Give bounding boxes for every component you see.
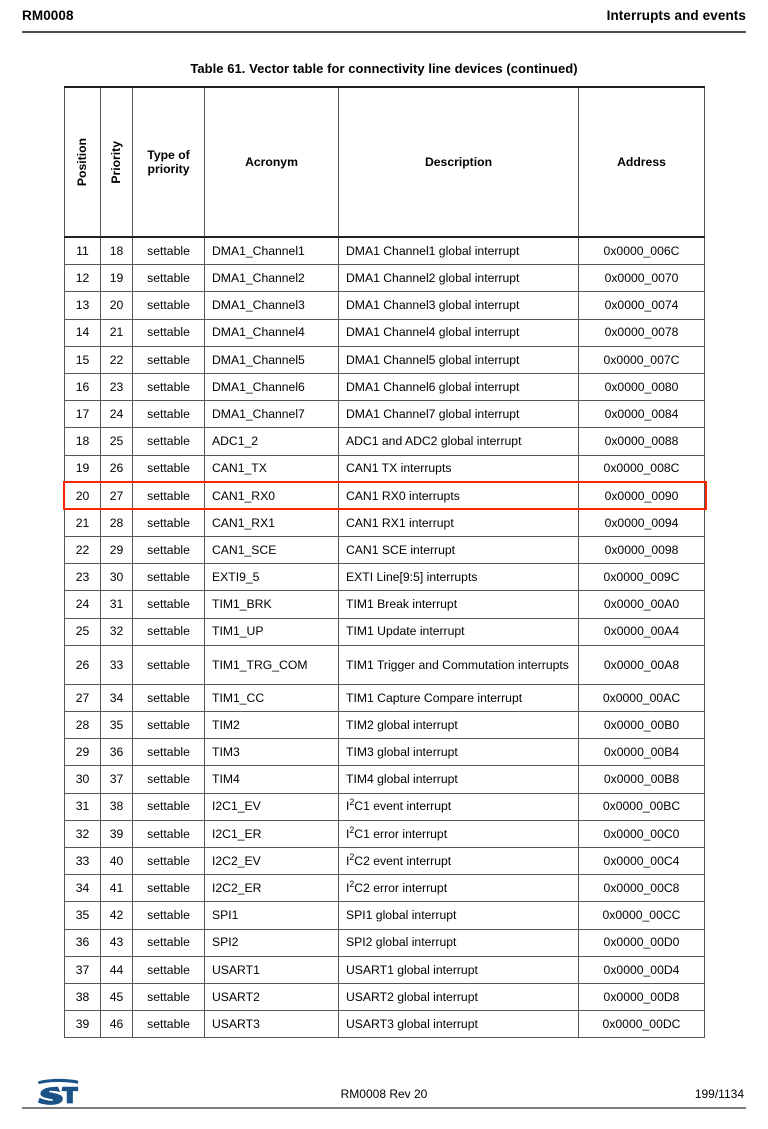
table-row	[65, 319, 705, 346]
cell-acronym: EXTI9_5	[205, 564, 339, 591]
cell-acronym: TIM3	[205, 739, 339, 766]
cell-acronym: DMA1_Channel7	[205, 401, 339, 428]
table-row	[65, 956, 705, 983]
cell-position: 26	[65, 645, 101, 684]
page-footer	[22, 1078, 746, 1106]
cell-address: 0x0000_00A4	[579, 618, 705, 645]
cell-address: 0x0000_0084	[579, 401, 705, 428]
cell-priority: 40	[101, 847, 133, 874]
cell-priority: 44	[101, 956, 133, 983]
cell-description: SPI1 global interrupt	[339, 902, 579, 929]
cell-position: 24	[65, 591, 101, 618]
cell-description: DMA1 Channel2 global interrupt	[339, 265, 579, 292]
cell-description: TIM1 Update interrupt	[339, 618, 579, 645]
cell-acronym: I2C1_EV	[205, 793, 339, 820]
cell-address: 0x0000_00B0	[579, 712, 705, 739]
cell-description: $I^2C1$ event interrupt	[339, 793, 579, 820]
cell-address: 0x0000_00B8	[579, 766, 705, 793]
cell-acronym: I2C2_EV	[205, 847, 339, 874]
cell-type: settable	[133, 712, 205, 739]
cell-description: EXTI Line[9:5] interrupts	[339, 564, 579, 591]
table-row	[65, 983, 705, 1010]
cell-position: 25	[65, 618, 101, 645]
section-title: Interrupts and events	[606, 8, 746, 23]
cell-type: settable	[133, 428, 205, 455]
cell-position: 29	[65, 739, 101, 766]
table-row	[65, 591, 705, 618]
cell-position: 32	[65, 820, 101, 847]
cell-position: 23	[65, 564, 101, 591]
cell-description: USART1 global interrupt	[339, 956, 579, 983]
cell-priority: 43	[101, 929, 133, 956]
table-row	[65, 712, 705, 739]
column-header-address-label: Address	[617, 155, 666, 169]
cell-position: 22	[65, 537, 101, 564]
cell-priority: 23	[101, 373, 133, 400]
cell-priority: 41	[101, 875, 133, 902]
cell-acronym: CAN1_TX	[205, 455, 339, 482]
cell-description: $I^2C2$ error interrupt	[339, 875, 579, 902]
cell-position: 35	[65, 902, 101, 929]
cell-acronym: DMA1_Channel3	[205, 292, 339, 319]
cell-acronym: ADC1_2	[205, 428, 339, 455]
cell-type: settable	[133, 319, 205, 346]
cell-position: 18	[65, 428, 101, 455]
table-row	[65, 509, 705, 536]
cell-description: DMA1 Channel7 global interrupt	[339, 401, 579, 428]
cell-address: 0x0000_00D4	[579, 956, 705, 983]
cell-type: settable	[133, 373, 205, 400]
cell-address: 0x0000_006C	[579, 237, 705, 265]
cell-acronym: DMA1_Channel6	[205, 373, 339, 400]
cell-acronym: TIM1_UP	[205, 618, 339, 645]
cell-address: 0x0000_0080	[579, 373, 705, 400]
cell-priority: 37	[101, 766, 133, 793]
column-header-description-label: Description	[424, 155, 493, 169]
footer-page-number: 199/1134	[694, 1087, 744, 1101]
cell-acronym: I2C2_ER	[205, 875, 339, 902]
header-divider	[22, 31, 746, 33]
vector-table	[64, 86, 705, 1038]
cell-address: 0x0000_00DC	[579, 1011, 705, 1038]
cell-acronym: TIM1_CC	[205, 684, 339, 711]
cell-position: 15	[65, 346, 101, 373]
cell-type: settable	[133, 564, 205, 591]
cell-type: settable	[133, 292, 205, 319]
cell-description: TIM2 global interrupt	[339, 712, 579, 739]
cell-position: 21	[65, 509, 101, 536]
cell-priority: 29	[101, 537, 133, 564]
cell-acronym: I2C1_ER	[205, 820, 339, 847]
cell-acronym: SPI1	[205, 902, 339, 929]
table-row	[65, 373, 705, 400]
cell-acronym: TIM4	[205, 766, 339, 793]
cell-address: 0x0000_0098	[579, 537, 705, 564]
cell-type: settable	[133, 618, 205, 645]
cell-acronym: CAN1_RX0	[205, 482, 339, 509]
table-row	[65, 793, 705, 820]
cell-position: 19	[65, 455, 101, 482]
column-header-position	[65, 87, 101, 237]
cell-address: 0x0000_00C0	[579, 820, 705, 847]
cell-acronym: DMA1_Channel1	[205, 237, 339, 265]
cell-priority: 32	[101, 618, 133, 645]
cell-address: 0x0000_00B4	[579, 739, 705, 766]
cell-priority: 38	[101, 793, 133, 820]
cell-type: settable	[133, 875, 205, 902]
cell-priority: 18	[101, 237, 133, 265]
cell-type: settable	[133, 793, 205, 820]
cell-address: 0x0000_0070	[579, 265, 705, 292]
table-row	[65, 875, 705, 902]
cell-description: CAN1 RX1 interrupt	[339, 509, 579, 536]
cell-priority: 22	[101, 346, 133, 373]
document-id: RM0008	[22, 8, 74, 23]
cell-position: 12	[65, 265, 101, 292]
cell-address: 0x0000_00C4	[579, 847, 705, 874]
cell-type: settable	[133, 455, 205, 482]
table-row	[65, 265, 705, 292]
cell-type: settable	[133, 591, 205, 618]
column-header-description	[339, 87, 579, 237]
footer-document-revision: RM0008 Rev 20	[340, 1087, 428, 1101]
cell-position: 31	[65, 793, 101, 820]
footer-divider	[22, 1107, 746, 1109]
cell-position: 30	[65, 766, 101, 793]
table-row	[65, 847, 705, 874]
cell-description: TIM1 Trigger and Commutation interrupts	[339, 645, 579, 684]
cell-description: TIM4 global interrupt	[339, 766, 579, 793]
cell-type: settable	[133, 902, 205, 929]
table-row	[65, 618, 705, 645]
cell-description: USART3 global interrupt	[339, 1011, 579, 1038]
column-header-priority-label: Priority	[109, 140, 124, 184]
column-header-priority	[101, 87, 133, 237]
cell-description: DMA1 Channel1 global interrupt	[339, 237, 579, 265]
cell-priority: 28	[101, 509, 133, 536]
cell-priority: 39	[101, 820, 133, 847]
column-header-acronym-label: Acronym	[245, 155, 298, 169]
cell-type: settable	[133, 509, 205, 536]
cell-position: 27	[65, 684, 101, 711]
cell-address: 0x0000_007C	[579, 346, 705, 373]
cell-address: 0x0000_0088	[579, 428, 705, 455]
table-row	[65, 292, 705, 319]
cell-position: 13	[65, 292, 101, 319]
cell-priority: 20	[101, 292, 133, 319]
cell-priority: 45	[101, 983, 133, 1010]
column-header-position-label: Position	[75, 137, 90, 187]
cell-description: DMA1 Channel5 global interrupt	[339, 346, 579, 373]
table-row	[65, 739, 705, 766]
cell-type: settable	[133, 847, 205, 874]
column-header-type-of-priority	[133, 87, 205, 237]
cell-acronym: DMA1_Channel5	[205, 346, 339, 373]
cell-position: 33	[65, 847, 101, 874]
cell-priority: 46	[101, 1011, 133, 1038]
cell-acronym: CAN1_SCE	[205, 537, 339, 564]
table-row	[65, 537, 705, 564]
cell-type: settable	[133, 983, 205, 1010]
cell-address: 0x0000_00A8	[579, 645, 705, 684]
cell-acronym: USART1	[205, 956, 339, 983]
cell-position: 37	[65, 956, 101, 983]
cell-description: USART2 global interrupt	[339, 983, 579, 1010]
cell-address: 0x0000_009C	[579, 564, 705, 591]
cell-type: settable	[133, 265, 205, 292]
cell-position: 39	[65, 1011, 101, 1038]
cell-address: 0x0000_0094	[579, 509, 705, 536]
cell-description: DMA1 Channel3 global interrupt	[339, 292, 579, 319]
table-row	[65, 455, 705, 482]
table-row	[65, 482, 705, 509]
cell-description: DMA1 Channel6 global interrupt	[339, 373, 579, 400]
table-row	[65, 564, 705, 591]
cell-address: 0x0000_00AC	[579, 684, 705, 711]
cell-acronym: TIM2	[205, 712, 339, 739]
cell-type: settable	[133, 684, 205, 711]
cell-priority: 19	[101, 265, 133, 292]
cell-type: settable	[133, 739, 205, 766]
table-row	[65, 684, 705, 711]
cell-type: settable	[133, 820, 205, 847]
cell-priority: 30	[101, 564, 133, 591]
table-row	[65, 766, 705, 793]
cell-address: 0x0000_00D0	[579, 929, 705, 956]
cell-position: 11	[65, 237, 101, 265]
cell-description: TIM1 Break interrupt	[339, 591, 579, 618]
cell-acronym: USART2	[205, 983, 339, 1010]
cell-address: 0x0000_00BC	[579, 793, 705, 820]
cell-address: 0x0000_0074	[579, 292, 705, 319]
table-row	[65, 428, 705, 455]
table-row	[65, 929, 705, 956]
cell-position: 14	[65, 319, 101, 346]
cell-description: SPI2 global interrupt	[339, 929, 579, 956]
cell-type: settable	[133, 482, 205, 509]
cell-description: TIM3 global interrupt	[339, 739, 579, 766]
cell-priority: 21	[101, 319, 133, 346]
cell-position: 36	[65, 929, 101, 956]
cell-acronym: DMA1_Channel4	[205, 319, 339, 346]
cell-priority: 24	[101, 401, 133, 428]
cell-priority: 34	[101, 684, 133, 711]
table-caption: Table 61. Vector table for connectivity line devices (continued)	[190, 61, 578, 76]
cell-position: 17	[65, 401, 101, 428]
cell-description: DMA1 Channel4 global interrupt	[339, 319, 579, 346]
table-row	[65, 237, 705, 265]
cell-description: $I^2C1$ error interrupt	[339, 820, 579, 847]
cell-type: settable	[133, 1011, 205, 1038]
cell-priority: 42	[101, 902, 133, 929]
cell-acronym: TIM1_TRG_COM	[205, 645, 339, 684]
cell-position: 16	[65, 373, 101, 400]
table-body	[65, 237, 705, 1038]
cell-description: CAN1 RX0 interrupts	[339, 482, 579, 509]
cell-acronym: DMA1_Channel2	[205, 265, 339, 292]
cell-priority: 36	[101, 739, 133, 766]
page-header	[22, 8, 746, 38]
cell-type: settable	[133, 645, 205, 684]
cell-address: 0x0000_008C	[579, 455, 705, 482]
cell-description: CAN1 SCE interrupt	[339, 537, 579, 564]
table-row	[65, 346, 705, 373]
cell-priority: 25	[101, 428, 133, 455]
cell-type: settable	[133, 929, 205, 956]
table-row	[65, 820, 705, 847]
table-header	[65, 87, 705, 237]
cell-priority: 26	[101, 455, 133, 482]
table-row	[65, 645, 705, 684]
cell-description: TIM1 Capture Compare interrupt	[339, 684, 579, 711]
cell-position: 28	[65, 712, 101, 739]
column-header-acronym	[205, 87, 339, 237]
cell-address: 0x0000_00CC	[579, 902, 705, 929]
cell-type: settable	[133, 766, 205, 793]
cell-address: 0x0000_0078	[579, 319, 705, 346]
cell-type: settable	[133, 401, 205, 428]
cell-description: ADC1 and ADC2 global interrupt	[339, 428, 579, 455]
cell-description: $I^2C2$ event interrupt	[339, 847, 579, 874]
cell-type: settable	[133, 237, 205, 265]
cell-acronym: CAN1_RX1	[205, 509, 339, 536]
table-row	[65, 1011, 705, 1038]
cell-address: 0x0000_00D8	[579, 983, 705, 1010]
cell-priority: 35	[101, 712, 133, 739]
cell-priority: 33	[101, 645, 133, 684]
column-header-type-line2: priority	[147, 162, 190, 176]
cell-description: CAN1 TX interrupts	[339, 455, 579, 482]
table-header-row	[65, 87, 705, 237]
table-row	[65, 902, 705, 929]
column-header-type-line1: Type of	[147, 148, 190, 162]
cell-type: settable	[133, 346, 205, 373]
table-row	[65, 401, 705, 428]
cell-address: 0x0000_00A0	[579, 591, 705, 618]
cell-type: settable	[133, 537, 205, 564]
cell-acronym: SPI2	[205, 929, 339, 956]
cell-priority: 31	[101, 591, 133, 618]
column-header-address	[579, 87, 705, 237]
cell-position: 34	[65, 875, 101, 902]
cell-address: 0x0000_00C8	[579, 875, 705, 902]
cell-position: 38	[65, 983, 101, 1010]
cell-acronym: TIM1_BRK	[205, 591, 339, 618]
cell-position: 20	[65, 482, 101, 509]
cell-priority: 27	[101, 482, 133, 509]
cell-acronym: USART3	[205, 1011, 339, 1038]
cell-address: 0x0000_0090	[579, 482, 705, 509]
cell-type: settable	[133, 956, 205, 983]
